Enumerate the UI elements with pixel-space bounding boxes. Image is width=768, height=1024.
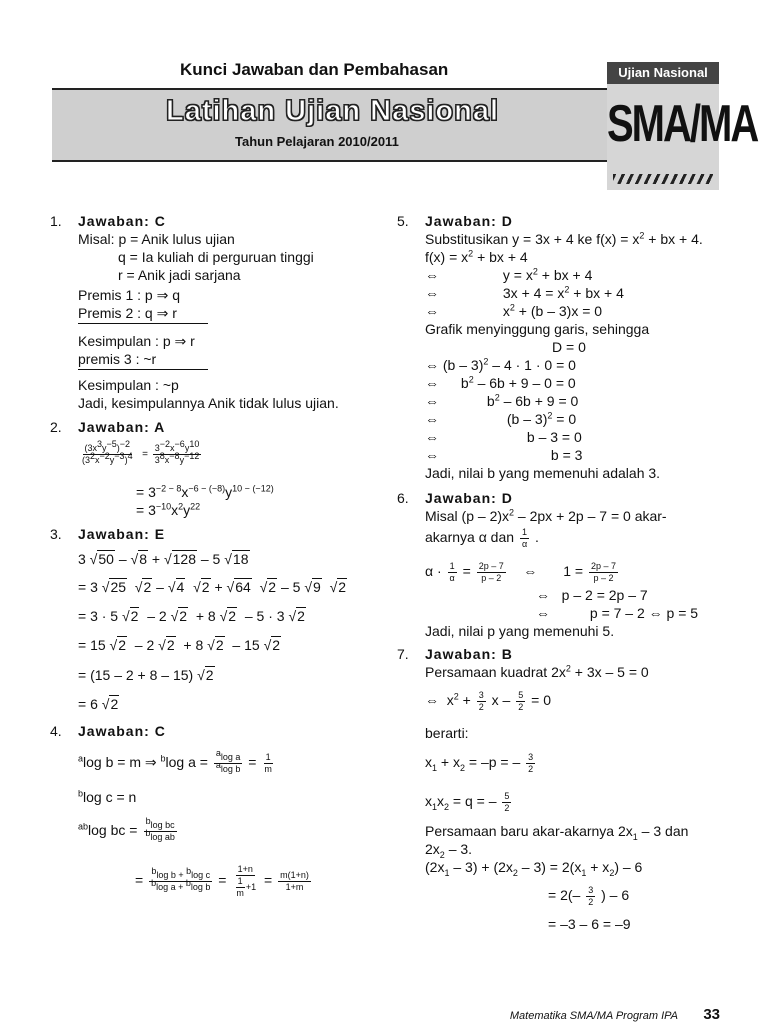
badge-main-label: SMA/MA — [607, 95, 758, 153]
question-number: 4. — [50, 723, 62, 739]
solution-line: Substitusikan y = 3x + 4 ke $f(x) = x^2$ + bx + 4. — [425, 230, 703, 247]
equation: $x_1x_2 = q$ = – $\frac{5}{2}$ — [425, 791, 510, 813]
equation: 3 √50 – √8 + √128 – 5 √18 — [78, 551, 249, 567]
footer-book-title: Matematika SMA/MA Program IPA — [509, 1010, 678, 1022]
solution-line: ⇔ $y = x^2$ + bx + 4 — [425, 266, 593, 283]
equation: $(2x_1 - 3) + (2x_2 - 3) = 2(x_1 + x_2) - 6$ — [425, 859, 643, 878]
equation: ⇔ p = 7 – 2 ⇔ p = 5 — [536, 605, 699, 621]
equation: $^b$log c = n — [78, 788, 137, 805]
equation: $x_1 + x_2 = -p$ = – $\frac{3}{2}$ — [425, 752, 534, 774]
solution-line: ⇔ $b^2 - 6b + 9 - 0 = 0$ — [425, 374, 576, 391]
badge-top-label: Ujian Nasional — [607, 62, 719, 84]
solution-line: D = 0 — [552, 339, 586, 355]
question-number: 3. — [50, 526, 62, 542]
solution-line: ⇔ $3x + 4 = x^2$ + bx + 4 — [425, 284, 624, 301]
solution-line: akarnya α dan $\frac{1}{\alpha}$ . — [425, 527, 539, 549]
solution-line: Jadi, nilai p yang memenuhi 5. — [425, 623, 615, 639]
solution-line: Persamaan kuadrat $2x^2 + 3x - 5 = 0$ — [425, 663, 649, 680]
solution-line: premis 3 : ~r — [78, 351, 157, 367]
solution-line: r = Anik jadi sarjana — [118, 267, 241, 283]
equation: = 3 · 5 √2 – 2 √2 + 8 √2 – 5 · 3 √2 — [78, 608, 305, 624]
solution-line: ⇔ $x^2 + (b - 3)x = 0$ — [425, 302, 603, 319]
equation: α · $\frac{1}{\alpha}$ = $\frac{2p - 7}{p - 2}$ ⇔ 1 = $\frac{2p - 7}{p - 2}$ — [425, 561, 616, 583]
equation: = 15 √2 – 2 √2 + 8 √2 – 15 √2 — [78, 637, 281, 653]
page-number: 33 — [703, 1006, 720, 1023]
equation: = 6 √2 — [78, 696, 119, 712]
answer-label: Jawaban: A — [78, 419, 166, 435]
header-subtitle: Kunci Jawaban dan Pembahasan — [180, 60, 449, 79]
solution-line: $f(x) = x^2$ + bx + 4 — [425, 248, 528, 265]
solution-line: Misal $(p - 2)x^2 - 2px + 2p - 7 = 0$ akar- — [425, 507, 667, 524]
question-number: 7. — [397, 646, 409, 662]
solution-line: Misal: p = Anik lulus ujian — [78, 231, 235, 247]
badge-zigzag-decoration — [613, 174, 713, 184]
answer-label: Jawaban: B — [425, 646, 513, 662]
answer-label: Jawaban: E — [78, 526, 166, 542]
solution-line: Persamaan baru akar-akarnya $2x_1 - 3$ dan — [425, 823, 689, 842]
equation-text: log c = n — [83, 789, 137, 805]
solution-line: $2x_2 - 3$. — [425, 841, 473, 860]
solution-line: Jadi, nilai b yang memenuhi adalah 3. — [425, 465, 661, 481]
solution-line: Grafik menyinggung garis, sehingga — [425, 321, 650, 337]
equation: ⇔ $x^2$ + $\frac{3}{2}$ x – $\frac{5}{2}$ = 0 — [425, 690, 552, 712]
equation: $\frac{(3x^3y^{-5})^{-2}}{(3^2x^{-2}y^{-3})^4}$ = $\frac{3^{-2}x^{-6}y^{10}}{3^8x^{-8}y^{-12}}$ — [82, 439, 200, 465]
solution-line: Premis 1 : p ⇒ q — [78, 287, 180, 303]
solution-line: Premis 2 : q ⇒ r — [78, 305, 177, 321]
solution-line: Jadi, kesimpulannya Anik tidak lulus ujian. — [78, 395, 339, 411]
equation: ⇔ p – 2 = 2p – 7 — [536, 587, 648, 603]
answer-label: Jawaban: C — [78, 213, 166, 229]
page-title: Latihan Ujian Nasional — [166, 95, 499, 127]
solution-line: ⇔ (b – 3)$^2$ – 4 · 1 · 0 = 0 — [425, 356, 576, 373]
solution-line: q = Ia kuliah di perguruan tinggi — [118, 249, 314, 265]
equation: = $3^{-2 - 8}x^{-6 - (-8)}y^{10 - (-12)}$ — [136, 483, 274, 500]
answer-label: Jawaban: D — [425, 213, 513, 229]
equation: $^a$log b = m ⇒ $^b$log a = $\frac{^a\log a}{^a\log b}$ = $\frac{1}{m}$ — [78, 748, 272, 774]
equation: = 2(– $\frac{3}{2}$ ) – 6 — [548, 885, 630, 907]
academic-year: Tahun Pelajaran 2010/2011 — [235, 134, 399, 149]
divider-rule — [78, 369, 208, 370]
exam-badge — [607, 62, 758, 190]
answer-label: Jawaban: C — [78, 723, 166, 739]
solution-line: berarti: — [425, 725, 469, 741]
equation: = $3^{-10}x^2y^{22}$ — [136, 501, 201, 518]
equation: = $\frac{^b\log b + ^b\log c}{^b\log a + ^b\log b}$ = 1+n $\frac{1}{m}$ +1 = $\frac{m(1+n)}{1+m}$ — [135, 864, 309, 898]
solution-line: ⇔ $b^2 - 6b + 9 = 0$ — [425, 392, 579, 409]
question-number: 6. — [397, 490, 409, 506]
question-number: 2. — [50, 419, 62, 435]
equation: = 3 √25 √2 – √4 √2 + √64 √2 – 5 √9 √2 — [78, 579, 347, 595]
divider-rule — [78, 323, 208, 324]
question-number: 5. — [397, 213, 409, 229]
equation: $^{ab}$log bc = $\frac{^b\log bc}{^b\log ab}$ — [78, 816, 175, 842]
title-banner — [52, 88, 607, 162]
question-number: 1. — [50, 213, 62, 229]
solution-line: Kesimpulan : p ⇒ r — [78, 333, 195, 349]
solution-line: Kesimpulan : ~p — [78, 377, 179, 393]
solution-line: ⇔ (b – 3)$^2$ = 0 — [425, 410, 577, 427]
equation: = –3 – 6 = –9 — [548, 916, 631, 932]
solution-line: ⇔ b = 3 — [425, 447, 583, 463]
solution-line: ⇔ b – 3 = 0 — [425, 429, 582, 445]
equation: = (15 – 2 + 8 – 15) √2 — [78, 667, 214, 683]
answer-label: Jawaban: D — [425, 490, 513, 506]
